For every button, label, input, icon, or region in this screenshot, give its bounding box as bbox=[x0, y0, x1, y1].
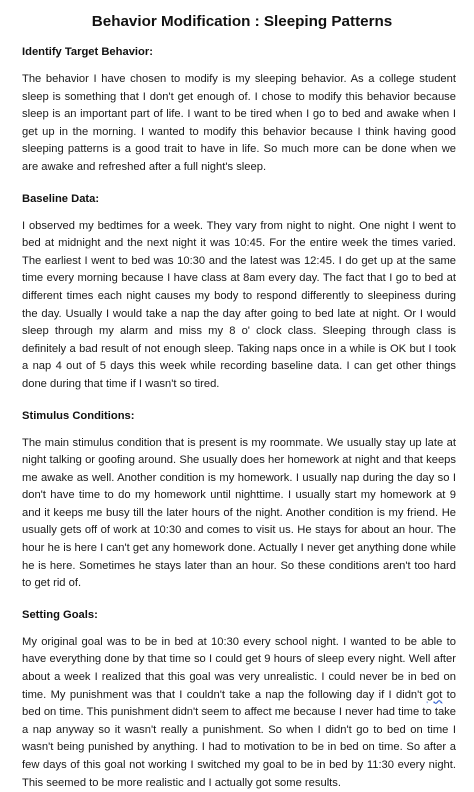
section-heading: Baseline Data: bbox=[22, 192, 100, 205]
section-stimulus-conditions bbox=[22, 409, 462, 593]
section-identify-target-behavior bbox=[22, 45, 462, 177]
section-paragraph: I observed my bedtimes for a week. They vary from night to night. One night I went to bed at midnight and the next night it was 10:45. For the entire week the times varied. The earliest I went to bed was 10:30 and the latest was 12:45. I do get up at the same time every morning because I have class at 8am every day. The fact that I go to bed at different times each night causes my body to respond differently to sleepiness during the day. Usually I would take a nap the day after going to bed late at night. Or I would sleep through my alarm and miss my 8 o' clock class. Sleeping through class is definitely a bad result of not enough sleep. Taking naps once in a while is OK but I took a nap 4 out of 5 days this week while recording baseline data. I can get other things done during that time if I wasn't so tired. bbox=[22, 219, 456, 390]
paragraph-text-end: to bed on time. This punishment didn't seem to affect me because I never had time to take a nap anyway so it wasn't really a punishment. So when I didn't go to bed on time I wasn't being punished by anything. I had to motivation to be in bed on time. So after a few days of this goal not working I switched my goal to be in bed by 11:30 every night. This seemed to be more realistic and I actually got some results. bbox=[22, 688, 456, 789]
section-heading: Setting Goals: bbox=[22, 608, 98, 621]
document-title: Behavior Modification : Sleeping Patterns bbox=[91, 13, 393, 30]
section-heading: Identify Target Behavior: bbox=[22, 46, 153, 58]
section-paragraph: The main stimulus condition that is present is my roommate. We usually stay up late at night talking or goofing around. She usually does her homework at night and that keeps me awake as well. Another condition is my homework. I usually nap during the day so I don't have time to do my homework until nighttime. I usually start my homework at 9 and it keeps me busy till the later hours of the night. Another condition is my friend. He usually gets off of work at 10:30 and comes to visit us. He stays for about an hour. The hour he is here I can't get any homework done. Actually I never get anything done while he is here. Sometimes he stays later than an hour. So these conditions aren't too hard to get rid of. bbox=[22, 436, 456, 590]
spellcheck-underlined-word: got bbox=[426, 688, 443, 701]
section-setting-goals bbox=[22, 608, 462, 792]
section-baseline-data bbox=[22, 192, 462, 394]
paragraph-text-start: My original goal was to be in bed at 10:30 every school night. I wanted to be able to have everything done by that time so I could get 9 hours of sleep every night. Well after about a week I realized that this goal was very unrealistic. I could never be in bed on time. My punishment was that I couldn't take a nap the following day if I didn't bbox=[22, 635, 456, 701]
section-paragraph bbox=[22, 634, 456, 792]
section-paragraph: The behavior I have chosen to modify is my sleeping behavior. As a college student sleep is something that I don't get enough of. I chose to modify this behavior because sleep is an important part of life. I want to be tired when I go to bed and awake when I get up in the morning. I wanted to modify this behavior because I think having good sleeping patterns is a good trait to have in life. So much more can be done when we are awake and refreshed after a full night's sleep. bbox=[22, 73, 456, 173]
section-heading: Stimulus Conditions: bbox=[22, 409, 135, 422]
